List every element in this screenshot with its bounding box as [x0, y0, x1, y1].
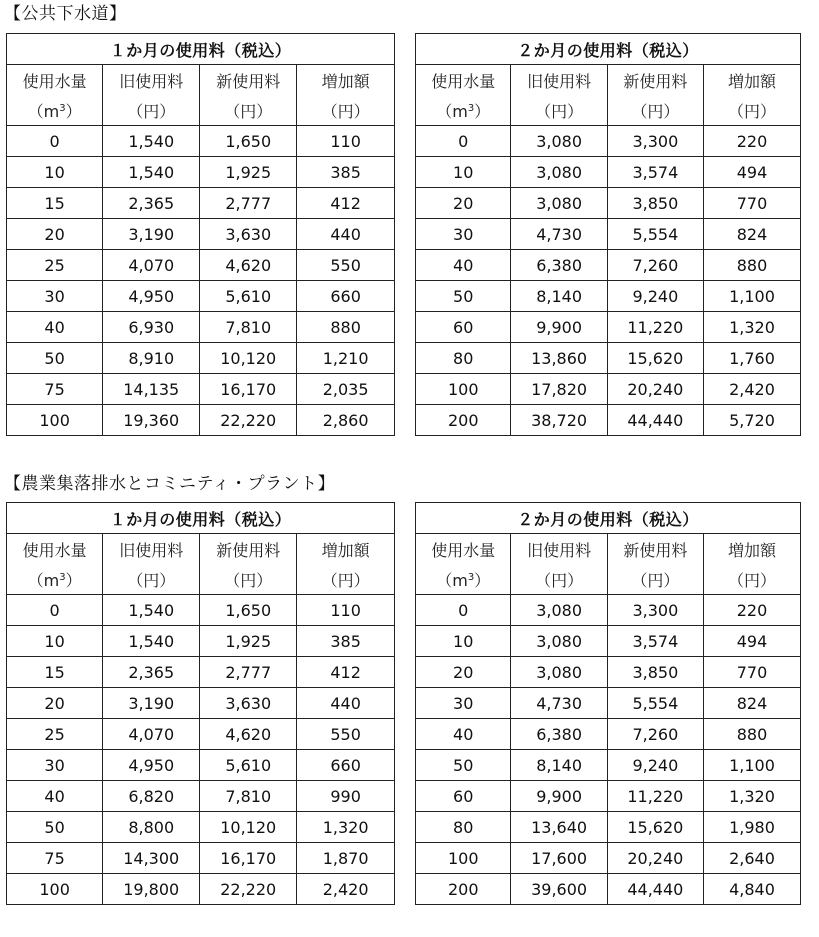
- cell-increase: 2,420: [297, 874, 395, 905]
- table-row: [416, 843, 801, 874]
- cell-old-rate: 13,640: [511, 812, 607, 843]
- cell-usage: 15: [7, 657, 103, 688]
- cell-increase: 440: [297, 219, 395, 250]
- cell-usage: 40: [416, 250, 511, 281]
- cell-new-rate: 20,240: [607, 374, 703, 405]
- section-title-public-sewer: 【公共下水道】: [4, 4, 127, 24]
- cell-old-rate: 4,730: [511, 688, 607, 719]
- cell-usage: 100: [7, 874, 103, 905]
- cell-new-rate: 3,574: [607, 626, 703, 657]
- cell-usage: 75: [7, 843, 103, 874]
- table-row: [7, 312, 395, 343]
- unit-yen: （円）: [200, 95, 297, 126]
- cell-increase: 385: [297, 157, 395, 188]
- cell-increase: 880: [703, 250, 800, 281]
- table-row: [7, 750, 395, 781]
- table-row: [416, 250, 801, 281]
- unit-base: （m: [436, 101, 468, 121]
- table-row: [7, 126, 395, 157]
- cell-increase: 494: [703, 626, 800, 657]
- unit-yen: （円）: [607, 564, 703, 595]
- cell-usage: 10: [7, 626, 103, 657]
- table-row: [7, 843, 395, 874]
- cell-old-rate: 6,820: [103, 781, 200, 812]
- unit-close: ）: [474, 101, 491, 121]
- cell-old-rate: 1,540: [103, 626, 200, 657]
- cell-old-rate: 3,080: [511, 626, 607, 657]
- cell-usage: 0: [7, 126, 103, 157]
- table-row: [7, 157, 395, 188]
- unit-superscript: 3: [467, 571, 475, 583]
- cell-usage: 80: [416, 343, 511, 374]
- unit-superscript: 3: [59, 571, 66, 583]
- unit-yen: （円）: [511, 95, 607, 126]
- cell-increase: 110: [297, 595, 395, 626]
- cell-increase: 770: [703, 657, 800, 688]
- cell-new-rate: 2,777: [200, 657, 297, 688]
- cell-usage: 30: [7, 281, 103, 312]
- table-caption: ２か月の使用料（税込）: [416, 503, 801, 534]
- table-row: [7, 343, 395, 374]
- rate-table-public-1month: [6, 33, 395, 436]
- cell-increase: 2,035: [297, 374, 395, 405]
- cell-increase: 220: [703, 595, 800, 626]
- cell-new-rate: 20,240: [607, 843, 703, 874]
- table-row: [7, 874, 395, 905]
- cell-new-rate: 11,220: [607, 781, 703, 812]
- cell-increase: 412: [297, 657, 395, 688]
- cell-usage: 15: [7, 188, 103, 219]
- cell-usage: 200: [416, 874, 511, 905]
- cell-new-rate: 4,620: [200, 250, 297, 281]
- cell-increase: 2,860: [297, 405, 395, 436]
- unit-cubic-meter: [416, 95, 511, 126]
- cell-old-rate: 3,080: [511, 595, 607, 626]
- table-row: [7, 188, 395, 219]
- cell-increase: 5,720: [703, 405, 800, 436]
- unit-base: （m: [436, 570, 468, 590]
- table-caption: １か月の使用料（税込）: [7, 34, 395, 65]
- table-row: [416, 281, 801, 312]
- cell-new-rate: 3,300: [607, 595, 703, 626]
- table-row: [416, 719, 801, 750]
- unit-superscript: 3: [59, 102, 66, 114]
- unit-close: ）: [65, 570, 82, 590]
- cell-old-rate: 2,365: [103, 188, 200, 219]
- cell-usage: 20: [416, 657, 511, 688]
- cell-usage: 25: [7, 719, 103, 750]
- header-usage-volume: 使用水量: [416, 534, 511, 565]
- cell-new-rate: 1,650: [200, 595, 297, 626]
- cell-old-rate: 6,380: [511, 250, 607, 281]
- cell-new-rate: 3,630: [200, 688, 297, 719]
- header-new-rate: 新使用料: [607, 65, 703, 96]
- cell-increase: 1,870: [297, 843, 395, 874]
- cell-new-rate: 5,610: [200, 281, 297, 312]
- cell-increase: 990: [297, 781, 395, 812]
- cell-old-rate: 1,540: [103, 595, 200, 626]
- header-increase: 増加額: [703, 65, 800, 96]
- cell-new-rate: 7,810: [200, 312, 297, 343]
- cell-new-rate: 7,810: [200, 781, 297, 812]
- rate-table-rural-1month: [6, 502, 395, 905]
- cell-usage: 20: [7, 219, 103, 250]
- cell-new-rate: 9,240: [607, 750, 703, 781]
- cell-usage: 10: [7, 157, 103, 188]
- cell-usage: 50: [416, 750, 511, 781]
- unit-base: （m: [27, 570, 60, 590]
- table-row: [416, 374, 801, 405]
- cell-new-rate: 7,260: [607, 719, 703, 750]
- cell-new-rate: 11,220: [607, 312, 703, 343]
- cell-usage: 30: [416, 219, 511, 250]
- cell-increase: 880: [703, 719, 800, 750]
- table-row: [416, 688, 801, 719]
- cell-old-rate: 14,135: [103, 374, 200, 405]
- cell-old-rate: 3,080: [511, 188, 607, 219]
- header-increase: 増加額: [703, 534, 800, 565]
- table-row: [7, 657, 395, 688]
- cell-new-rate: 1,650: [200, 126, 297, 157]
- cell-usage: 50: [416, 281, 511, 312]
- cell-old-rate: 17,600: [511, 843, 607, 874]
- cell-new-rate: 1,925: [200, 626, 297, 657]
- cell-increase: 660: [297, 281, 395, 312]
- cell-usage: 40: [416, 719, 511, 750]
- unit-yen: （円）: [607, 95, 703, 126]
- cell-new-rate: 16,170: [200, 843, 297, 874]
- table-row: [416, 312, 801, 343]
- cell-new-rate: 3,630: [200, 219, 297, 250]
- table-row: [7, 374, 395, 405]
- cell-usage: 30: [416, 688, 511, 719]
- table-row: [7, 688, 395, 719]
- section-title-rural-community: 【農業集落排水とコミニティ・プラント】: [4, 474, 336, 494]
- cell-increase: 412: [297, 188, 395, 219]
- cell-new-rate: 5,554: [607, 219, 703, 250]
- cell-usage: 10: [416, 626, 511, 657]
- cell-increase: 1,100: [703, 750, 800, 781]
- cell-old-rate: 19,360: [103, 405, 200, 436]
- table-row: [416, 126, 801, 157]
- cell-old-rate: 6,930: [103, 312, 200, 343]
- cell-new-rate: 3,300: [607, 126, 703, 157]
- cell-old-rate: 17,820: [511, 374, 607, 405]
- cell-old-rate: 4,950: [103, 750, 200, 781]
- unit-yen: （円）: [200, 564, 297, 595]
- cell-usage: 20: [416, 188, 511, 219]
- table-row: [7, 595, 395, 626]
- cell-new-rate: 44,440: [607, 405, 703, 436]
- cell-increase: 1,100: [703, 281, 800, 312]
- table-row: [7, 250, 395, 281]
- header-new-rate: 新使用料: [200, 534, 297, 565]
- cell-increase: 1,760: [703, 343, 800, 374]
- cell-increase: 2,420: [703, 374, 800, 405]
- table-row: [416, 812, 801, 843]
- cell-old-rate: 14,300: [103, 843, 200, 874]
- rate-table-public-2month: [415, 33, 801, 436]
- cell-usage: 0: [7, 595, 103, 626]
- unit-yen: （円）: [703, 95, 800, 126]
- unit-cubic-meter: [416, 564, 511, 595]
- cell-usage: 100: [416, 843, 511, 874]
- cell-usage: 25: [7, 250, 103, 281]
- unit-yen: （円）: [103, 95, 200, 126]
- cell-new-rate: 3,850: [607, 657, 703, 688]
- header-usage-volume: 使用水量: [416, 65, 511, 96]
- cell-increase: 494: [703, 157, 800, 188]
- unit-yen: （円）: [703, 564, 800, 595]
- cell-new-rate: 9,240: [607, 281, 703, 312]
- cell-new-rate: 10,120: [200, 812, 297, 843]
- table-row: [416, 188, 801, 219]
- header-increase: 増加額: [297, 65, 395, 96]
- cell-increase: 550: [297, 719, 395, 750]
- cell-usage: 50: [7, 812, 103, 843]
- cell-old-rate: 3,080: [511, 157, 607, 188]
- cell-usage: 40: [7, 781, 103, 812]
- cell-new-rate: 44,440: [607, 874, 703, 905]
- header-usage-volume: 使用水量: [7, 534, 103, 565]
- header-old-rate: 旧使用料: [103, 65, 200, 96]
- cell-old-rate: 6,380: [511, 719, 607, 750]
- unit-cubic-meter: [7, 564, 103, 595]
- cell-new-rate: 15,620: [607, 812, 703, 843]
- cell-usage: 100: [7, 405, 103, 436]
- cell-new-rate: 3,574: [607, 157, 703, 188]
- table-caption: １か月の使用料（税込）: [7, 503, 395, 534]
- cell-new-rate: 5,610: [200, 750, 297, 781]
- cell-new-rate: 15,620: [607, 343, 703, 374]
- cell-increase: 1,320: [703, 781, 800, 812]
- cell-usage: 60: [416, 312, 511, 343]
- cell-usage: 40: [7, 312, 103, 343]
- cell-usage: 20: [7, 688, 103, 719]
- cell-new-rate: 10,120: [200, 343, 297, 374]
- cell-new-rate: 1,925: [200, 157, 297, 188]
- cell-usage: 80: [416, 812, 511, 843]
- cell-usage: 0: [416, 126, 511, 157]
- table-row: [7, 281, 395, 312]
- cell-new-rate: 22,220: [200, 874, 297, 905]
- unit-base: （m: [27, 101, 60, 121]
- cell-old-rate: 4,070: [103, 250, 200, 281]
- cell-increase: 220: [703, 126, 800, 157]
- cell-increase: 880: [297, 312, 395, 343]
- cell-increase: 4,840: [703, 874, 800, 905]
- cell-usage: 30: [7, 750, 103, 781]
- rate-table-rural-2month: [415, 502, 801, 905]
- cell-new-rate: 7,260: [607, 250, 703, 281]
- header-increase: 増加額: [297, 534, 395, 565]
- table-row: [7, 812, 395, 843]
- cell-increase: 660: [297, 750, 395, 781]
- cell-old-rate: 38,720: [511, 405, 607, 436]
- cell-increase: 1,980: [703, 812, 800, 843]
- table-row: [7, 719, 395, 750]
- cell-old-rate: 9,900: [511, 781, 607, 812]
- table-row: [7, 781, 395, 812]
- cell-new-rate: 3,850: [607, 188, 703, 219]
- table-row: [416, 781, 801, 812]
- cell-new-rate: 22,220: [200, 405, 297, 436]
- header-usage-volume: 使用水量: [7, 65, 103, 96]
- cell-increase: 824: [703, 688, 800, 719]
- cell-usage: 200: [416, 405, 511, 436]
- cell-new-rate: 5,554: [607, 688, 703, 719]
- cell-usage: 75: [7, 374, 103, 405]
- header-new-rate: 新使用料: [607, 534, 703, 565]
- cell-increase: 110: [297, 126, 395, 157]
- cell-increase: 824: [703, 219, 800, 250]
- cell-usage: 0: [416, 595, 511, 626]
- cell-usage: 10: [416, 157, 511, 188]
- cell-old-rate: 39,600: [511, 874, 607, 905]
- unit-close: ）: [65, 101, 82, 121]
- cell-increase: 1,210: [297, 343, 395, 374]
- table-row: [416, 343, 801, 374]
- table-row: [416, 219, 801, 250]
- cell-old-rate: 1,540: [103, 126, 200, 157]
- cell-old-rate: 19,800: [103, 874, 200, 905]
- cell-old-rate: 8,800: [103, 812, 200, 843]
- cell-usage: 50: [7, 343, 103, 374]
- cell-increase: 770: [703, 188, 800, 219]
- cell-increase: 550: [297, 250, 395, 281]
- header-new-rate: 新使用料: [200, 65, 297, 96]
- unit-cubic-meter: [7, 95, 103, 126]
- cell-usage: 100: [416, 374, 511, 405]
- table-row: [416, 405, 801, 436]
- cell-old-rate: 4,950: [103, 281, 200, 312]
- cell-increase: 2,640: [703, 843, 800, 874]
- unit-yen: （円）: [297, 95, 395, 126]
- cell-increase: 440: [297, 688, 395, 719]
- cell-old-rate: 8,140: [511, 750, 607, 781]
- cell-old-rate: 3,190: [103, 688, 200, 719]
- unit-close: ）: [474, 570, 491, 590]
- header-old-rate: 旧使用料: [103, 534, 200, 565]
- cell-old-rate: 1,540: [103, 157, 200, 188]
- table-row: [416, 626, 801, 657]
- table-row: [7, 626, 395, 657]
- cell-old-rate: 9,900: [511, 312, 607, 343]
- cell-old-rate: 8,140: [511, 281, 607, 312]
- table-row: [7, 405, 395, 436]
- table-row: [416, 657, 801, 688]
- cell-old-rate: 2,365: [103, 657, 200, 688]
- unit-yen: （円）: [103, 564, 200, 595]
- cell-old-rate: 3,080: [511, 657, 607, 688]
- header-old-rate: 旧使用料: [511, 534, 607, 565]
- unit-yen: （円）: [511, 564, 607, 595]
- table-row: [416, 874, 801, 905]
- table-row: [416, 595, 801, 626]
- cell-new-rate: 2,777: [200, 188, 297, 219]
- table-row: [416, 157, 801, 188]
- cell-increase: 385: [297, 626, 395, 657]
- table-caption: ２か月の使用料（税込）: [416, 34, 801, 65]
- table-row: [7, 219, 395, 250]
- table-row: [416, 750, 801, 781]
- cell-old-rate: 4,730: [511, 219, 607, 250]
- cell-old-rate: 3,190: [103, 219, 200, 250]
- cell-old-rate: 3,080: [511, 126, 607, 157]
- cell-increase: 1,320: [703, 312, 800, 343]
- cell-old-rate: 4,070: [103, 719, 200, 750]
- cell-new-rate: 16,170: [200, 374, 297, 405]
- cell-old-rate: 8,910: [103, 343, 200, 374]
- unit-superscript: 3: [467, 102, 475, 114]
- cell-new-rate: 4,620: [200, 719, 297, 750]
- cell-increase: 1,320: [297, 812, 395, 843]
- cell-old-rate: 13,860: [511, 343, 607, 374]
- cell-usage: 60: [416, 781, 511, 812]
- header-old-rate: 旧使用料: [511, 65, 607, 96]
- unit-yen: （円）: [297, 564, 395, 595]
